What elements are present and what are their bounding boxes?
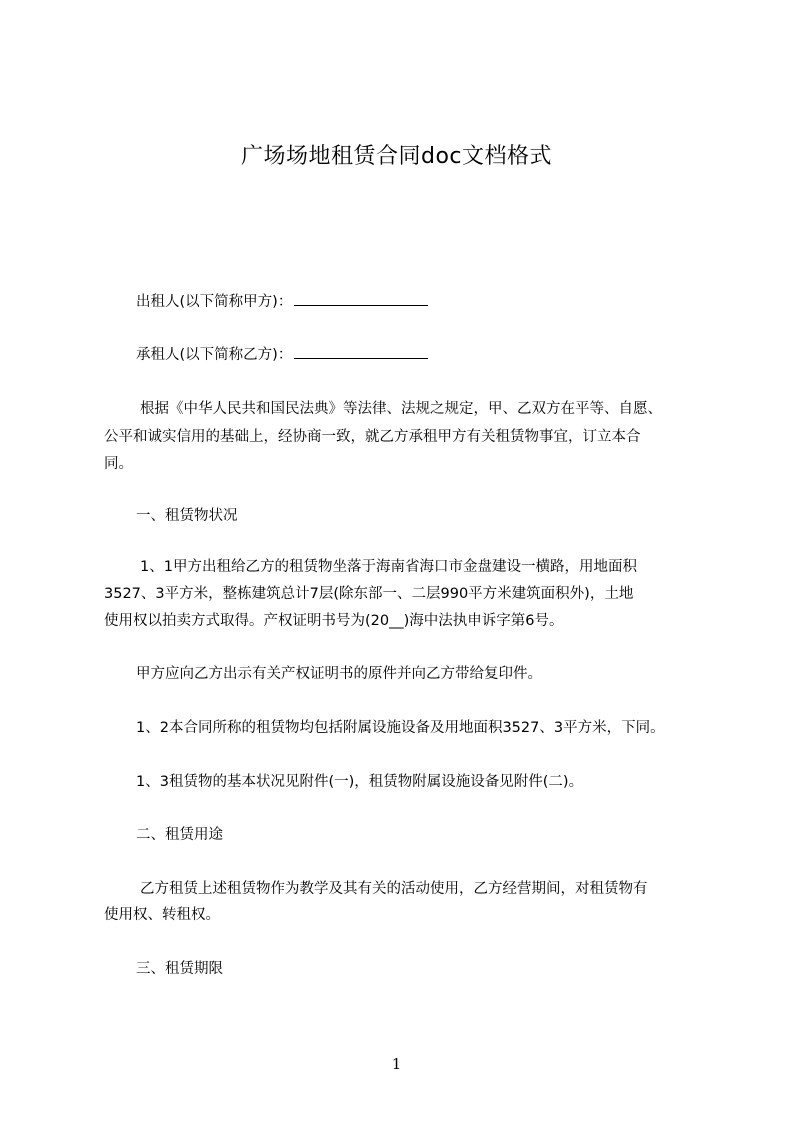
preamble-line: 公平和诚实信用的基础上，经协商一致，就乙方承租甲方有关租赁物事宜，订立本合 (104, 429, 641, 445)
section-heading: 一、租赁物状况 (136, 508, 238, 524)
clause-line: 1、2本合同所称的租赁物均包括附属设施设备及用地面积3527、3平方米，下同。 (136, 720, 665, 736)
clause-line: 1、1甲方出租给乙方的租赁物坐落于海南省海口市金盘建设一横路，用地面积 (140, 559, 637, 575)
page-number: 1 (391, 1055, 402, 1073)
lessee-label: 承租人(以下简称乙方)： (136, 347, 293, 363)
clause-line: 1、3租赁物的基本状况见附件(一)，租赁物附属设施设备见附件(二)。 (136, 774, 584, 790)
preamble-line: 同。 (104, 456, 133, 472)
lessor-label: 出租人(以下简称甲方)： (136, 294, 293, 310)
clause-line: 3527、3平方米，整栋建筑总计7层(除东部一、二层990平方米建筑面积外)，土地 (104, 586, 634, 602)
preamble-line: 根据《中华人民共和国民法典》等法律、法规之规定，甲、乙双方在平等、自愿、 (140, 401, 662, 417)
section-heading: 三、租赁期限 (136, 961, 223, 977)
document-title: 广场场地租赁合同doc文档格式 (240, 144, 553, 169)
clause-line: 乙方租赁上述租赁物作为教学及其有关的活动使用，乙方经营期间，对租赁物有 (140, 881, 648, 897)
lessee-line (136, 344, 428, 365)
lessee-blank (294, 344, 428, 359)
lessor-line (136, 291, 428, 312)
lessor-blank (294, 291, 428, 306)
clause-line: 使用权、转租权。 (104, 907, 220, 923)
clause-line: 甲方应向乙方出示有关产权证明书的原件并向乙方带给复印件。 (136, 666, 542, 682)
clause-line: 使用权以拍卖方式取得。产权证明书号为(20__)海中法执申诉字第6号。 (104, 613, 564, 629)
section-heading: 二、租赁用途 (136, 827, 223, 843)
